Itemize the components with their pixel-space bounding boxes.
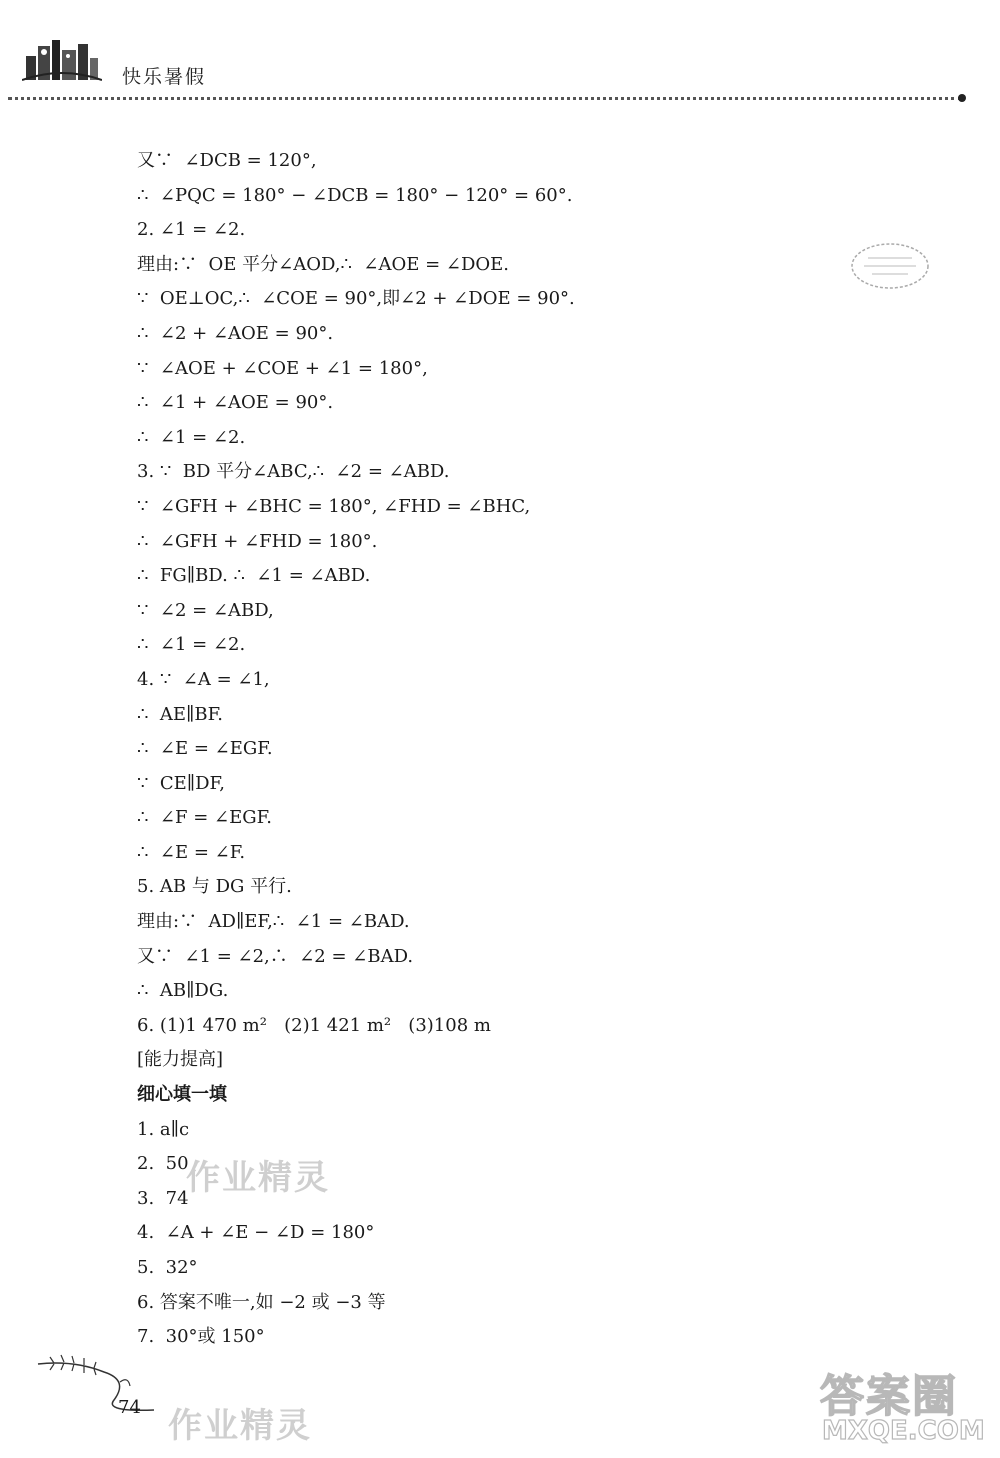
- content-line: ∴ ∠1 + ∠AOE = 90°.: [137, 392, 334, 414]
- content-line: ∴ ∠PQC = 180° − ∠DCB = 180° − 120° = 60°.: [137, 184, 573, 206]
- content-line: 2. 50: [137, 1153, 189, 1175]
- content-line: 又∵ ∠DCB = 120°,: [137, 150, 317, 171]
- content-line: ∴ FG∥BD. ∴ ∠1 = ∠ABD.: [137, 565, 371, 587]
- content-line: ∴ AE∥BF.: [137, 703, 223, 725]
- page-number: 74: [118, 1397, 141, 1418]
- watermark-text: 答案圈: [820, 1371, 958, 1422]
- content-line: 5. AB 与 DG 平行.: [137, 876, 292, 898]
- header-logo-icon: [22, 36, 102, 84]
- content-line: 2. ∠1 = ∠2.: [137, 219, 246, 241]
- content-line: ∴ ∠E = ∠EGF.: [137, 738, 273, 760]
- content-line: 6. 答案不唯一,如 −2 或 −3 等: [137, 1291, 386, 1313]
- content-line: ∵ ∠GFH + ∠BHC = 180°, ∠FHD = ∠BHC,: [137, 495, 531, 517]
- content-line: 又∵ ∠1 = ∠2,∴ ∠2 = ∠BAD.: [137, 945, 414, 967]
- content-line: 1. a∥c: [137, 1118, 190, 1140]
- content-line: 5. 32°: [137, 1257, 198, 1278]
- content-line: ∴ ∠1 = ∠2.: [137, 426, 246, 448]
- content-line: ∵ ∠AOE + ∠COE + ∠1 = 180°,: [137, 357, 428, 379]
- ghost-stamp: 作业精灵: [168, 1406, 312, 1446]
- header-title: 快乐暑假: [122, 66, 207, 88]
- content-line: ∴ ∠F = ∠EGF.: [137, 807, 272, 829]
- content-line: 4. ∵ ∠A = ∠1,: [137, 668, 270, 690]
- content-line: 4. ∠A + ∠E − ∠D = 180°: [137, 1222, 375, 1244]
- content-line: 3. 74: [137, 1187, 189, 1209]
- ghost-stamp: 作业精灵: [186, 1158, 330, 1198]
- content-line: 理由:∵ AD∥EF,∴ ∠1 = ∠BAD.: [137, 911, 410, 933]
- content-line: ∴ ∠1 = ∠2.: [137, 634, 246, 656]
- content-line: 7. 30°或 150°: [137, 1326, 265, 1348]
- content-line: ∴ ∠2 + ∠AOE = 90°.: [137, 322, 334, 344]
- content-line: 6. (1)1 470 m² (2)1 421 m² (3)108 m: [137, 1014, 491, 1036]
- content-line: ∴ ∠GFH + ∠FHD = 180°.: [137, 530, 378, 552]
- subsection-heading: 细心填一填: [137, 1084, 227, 1106]
- header-divider-dot: [958, 94, 966, 102]
- content-line: 3. ∵ BD 平分∠ABC,∴ ∠2 = ∠ABD.: [137, 461, 450, 483]
- content-line: ∵ ∠2 = ∠ABD,: [137, 599, 274, 621]
- section-heading: [能力提高]: [137, 1049, 224, 1071]
- header-divider: [8, 97, 962, 100]
- content-line: ∴ AB∥DG.: [137, 980, 229, 1002]
- watermark-url: MXQE.COM: [822, 1416, 985, 1446]
- content-line: 理由:∵ OE 平分∠AOD,∴ ∠AOE = ∠DOE.: [137, 253, 510, 275]
- content-line: ∵ OE⊥OC,∴ ∠COE = 90°,即∠2 + ∠DOE = 90°.: [137, 288, 575, 310]
- content-line: ∴ ∠E = ∠F.: [137, 841, 246, 863]
- content-line: ∵ CE∥DF,: [137, 772, 225, 794]
- vine-decoration-icon: [34, 1350, 164, 1420]
